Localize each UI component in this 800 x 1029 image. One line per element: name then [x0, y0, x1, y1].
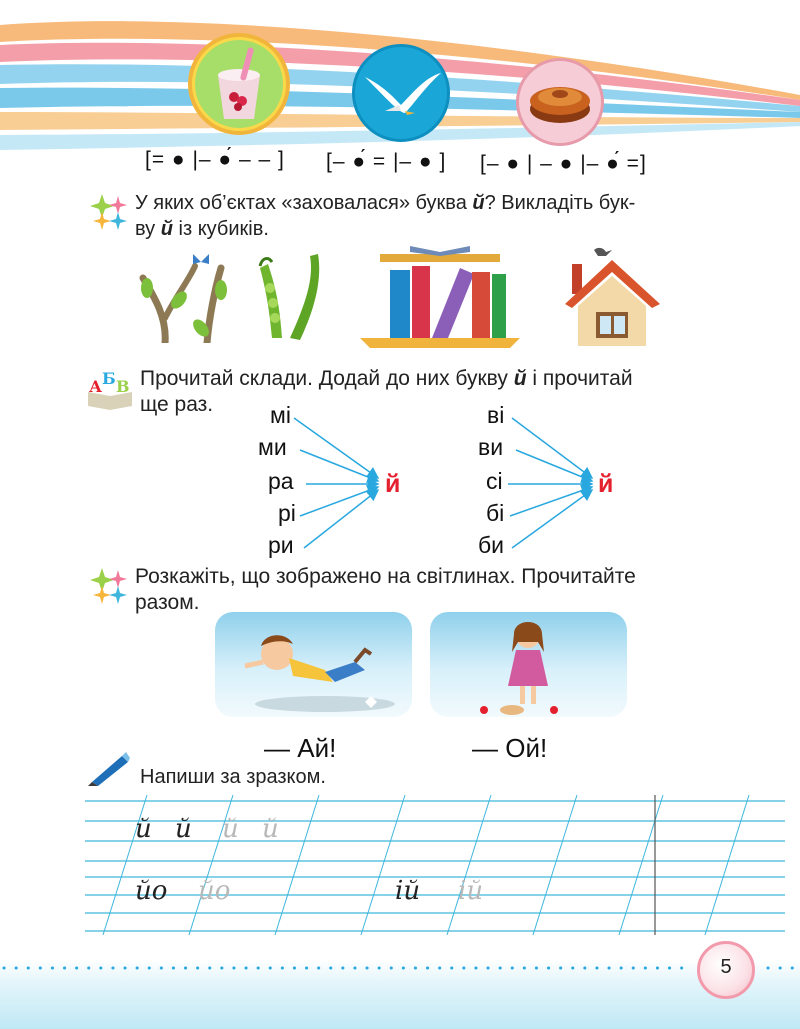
task4-instruction: Напиши за зразком. — [140, 766, 326, 788]
syllable-right-4: бі — [486, 500, 505, 526]
syllable-left-5: ри — [268, 532, 294, 558]
page-number: 5 — [720, 956, 732, 978]
task1-line2-letter: й — [160, 218, 173, 240]
sound-scheme-yogurt: [= ● |– ●́ – – ] — [145, 148, 285, 171]
sample-letter-2: й — [175, 814, 192, 844]
dotted-divider — [0, 962, 800, 974]
syllable-right-5: би — [478, 532, 505, 558]
syllable-right-1: ві — [487, 402, 505, 428]
target-letter-right: й — [598, 470, 614, 498]
task1-line1-end: ? Викладіть бук- — [484, 192, 636, 214]
sound-scheme-seagull: [– ●́ = |– ● ] — [326, 150, 447, 173]
sound-scheme-pie: [– ● | – ● |– ●́ =] — [480, 152, 647, 175]
syllable-left-2: ми — [258, 434, 287, 460]
boy-falling-illustration — [215, 612, 412, 717]
syllable-left-4: рі — [278, 500, 296, 526]
sample-syllable-yo: йо — [135, 876, 168, 906]
svg-text:Б: Б — [102, 369, 116, 388]
task1-letter: й — [472, 192, 485, 214]
task3-line2: разом. — [135, 591, 200, 614]
photo-girl-broken-toy — [430, 612, 627, 717]
photo-boy-falling — [215, 612, 412, 717]
trace-letter-2: й — [262, 814, 279, 844]
task2-letter: й — [513, 367, 527, 390]
syllable-left-3: ра — [268, 468, 294, 494]
task1-line2-end: із кубиків. — [172, 218, 269, 240]
trace-letter-1: й — [222, 814, 239, 844]
svg-text:А: А — [89, 377, 103, 396]
target-letter-left: й — [385, 470, 401, 498]
star-pair-icon — [88, 566, 132, 610]
task1-line2-start: ву — [135, 218, 161, 240]
task2-line1-end: і прочитай — [526, 367, 633, 390]
task1-line1: У яких об’єктах «заховалася» буква — [135, 192, 473, 214]
task3-line1: Розкажіть, що зображено на світлинах. Прочитайте — [135, 565, 636, 588]
caption-ay: — Ай! — [264, 733, 337, 763]
pen-icon — [86, 752, 130, 786]
sample-letter-1: й — [135, 814, 152, 844]
girl-toy-illustration — [430, 612, 627, 717]
syllable-right-3: сі — [486, 468, 503, 494]
task3-text — [135, 564, 715, 616]
task2-line2: ще раз. — [140, 393, 214, 416]
svg-text:В: В — [116, 377, 130, 396]
trace-syllable-yo: йо — [198, 876, 231, 906]
trace-syllable-iy: ій — [458, 876, 484, 906]
syllable-left-1: мі — [270, 402, 291, 428]
task2-line1: Прочитай склади. Додай до них букву — [140, 367, 514, 390]
syllable-right-2: ви — [478, 434, 504, 460]
caption-oy: — Ой! — [472, 733, 548, 763]
sample-syllable-iy: ій — [395, 876, 421, 906]
